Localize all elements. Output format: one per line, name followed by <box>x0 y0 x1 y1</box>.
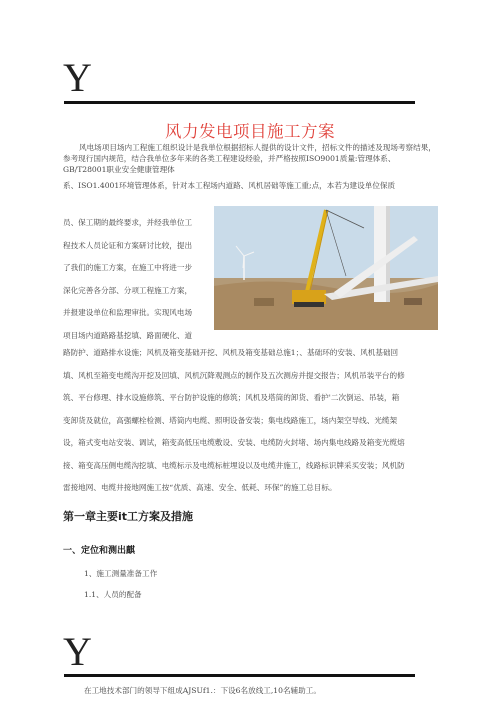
wind-turbine-photo <box>214 206 438 330</box>
header-glyph: Y <box>63 55 92 100</box>
text-line: 变卸货及就位，高强螺栓检测、塔筒内电缆、照明设备安装；集电线路施工，场内架空导线、光缆架 <box>63 415 398 425</box>
chapter-heading: 第一章主要it工方案及措施 <box>63 510 194 523</box>
text-line: 雷接地网、电缆井接地网施工按“优质、高速、安全、低耗、环保”的施工总目标。 <box>63 483 337 492</box>
header-rule <box>64 101 415 104</box>
text-line: 路防护、道路排水设施；风机及箱变基础开挖、风机及箱变基础总施1；、基础环的安装、风机基础回 <box>63 348 399 357</box>
construction-scene-illustration <box>214 206 438 330</box>
wrapped-text <box>63 212 213 347</box>
text-line: 项目场内道路路基挖填、路面硬化、道 <box>63 330 193 340</box>
text-line: 了我们的施工方案，在施工中将进一步 <box>63 263 193 272</box>
text-line: 并报建设单位和监理审批。实现风电场 <box>63 308 193 317</box>
footer-glyph: Y <box>63 629 92 674</box>
text-line: 填、风机至箱变电缆沟开挖及回填、风机沉降观测点的制作及五次测房并提交报告；风机吊装平台的修 <box>63 370 405 380</box>
subsubsection-heading: 1.1、人员的配备 <box>84 590 142 599</box>
continued-text <box>63 342 438 500</box>
text-line: 设，箱式变电站安装、调试，箱变高低压电缆敷设、安装、电缆防火封堵、场内集电线路及箱变光缆熔 <box>63 438 405 447</box>
text-line: 筑、平台修理、排水设施修筑、平台防护设施的修筑；风机及塔筒的卸货、看护'二次倒运、吊装，箱 <box>63 393 400 402</box>
staffing-line: 在工地技术部门的领导下组成AJSUf1.：下设6名放线工,10名辅助工。 <box>84 686 321 695</box>
text-line: 员、保工期的最终要求，并经我单位工 <box>63 218 193 227</box>
text-line: 深化完善各分部、分项工程施工方案， <box>63 285 193 295</box>
subsection-heading: 1、施工测量准备工作 <box>84 569 158 578</box>
text-line: 程技术人员论证和方案研讨比较，提出 <box>63 240 193 250</box>
document-title: 风力发电项目施工方案 <box>165 122 335 141</box>
intro-paragraph <box>63 142 437 191</box>
intro-text: 风电场项目场内工程施工组织设计是我単位根据招标人提供的设计文件，招标文件的描述及现场考察结果，参考现行国内规范，结合我单位多年来的各类工程建设经验，并严格按照ISO9001质量:管理体系、GB/T28001职业安全健康管理体 <box>63 143 436 174</box>
intro-text-cont: 系、ISO1.4001环境管理体系，针对本工程场内道路、风机居础等施工重;点，本若为建设单位保质 <box>63 181 396 190</box>
section-heading: 一、定位和测出麒 <box>63 546 136 556</box>
text-line: 接、箱变高压侧电缆沟挖填、电缆标示及电缆标桩埋设以及电缆井施工，线路标识牌采买安装；风机防 <box>63 460 405 470</box>
footer-rule <box>64 674 415 677</box>
